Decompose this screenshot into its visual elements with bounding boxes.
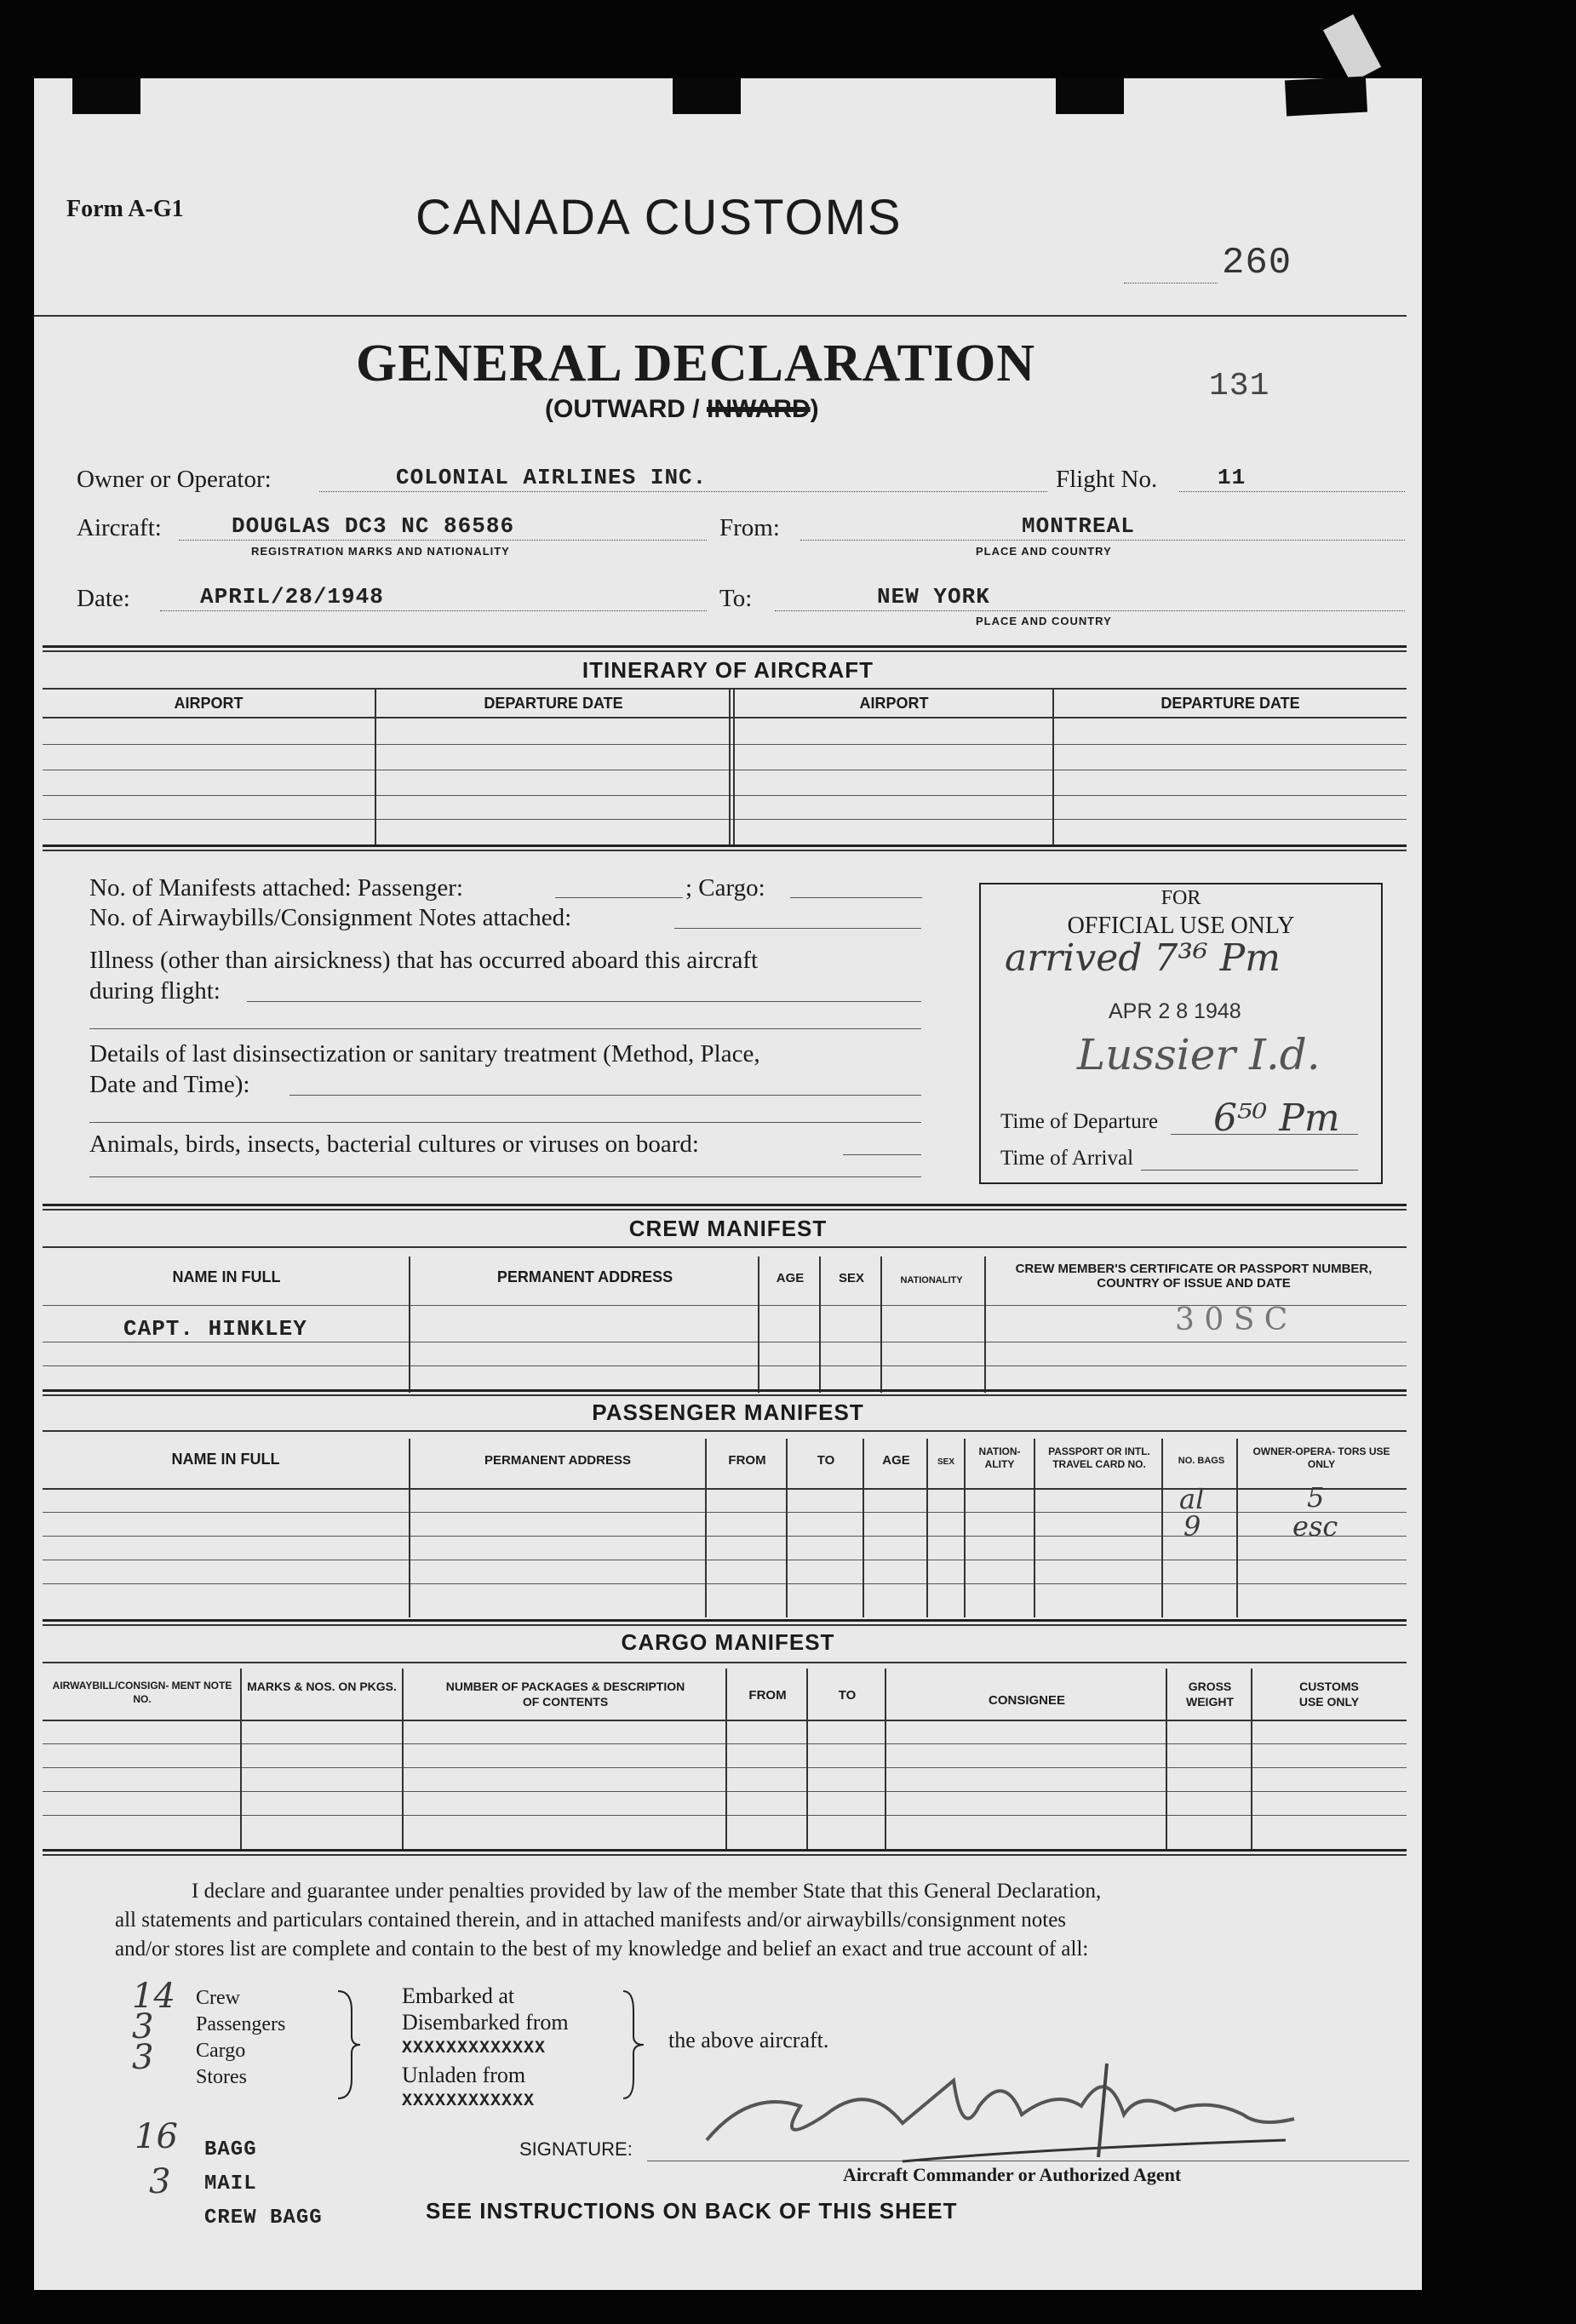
- binding-tab: [1056, 78, 1124, 114]
- rule: [43, 1246, 1407, 1248]
- official-for: FOR: [1161, 887, 1201, 909]
- from-caption: PLACE AND COUNTRY: [976, 545, 1112, 558]
- pax-bags-2: 9: [1183, 1510, 1201, 1543]
- form-subtitle: [545, 395, 819, 424]
- rule: [43, 744, 1407, 745]
- from-value: MONTREAL: [1022, 513, 1135, 539]
- disinsect-line-1: Details of last disinsectization or sanitary treatment (Method, Place,: [89, 1040, 760, 1068]
- subtitle-inward: INWARD: [706, 395, 811, 423]
- disembarked-from: Disembarked from: [402, 2010, 569, 2035]
- fill-line: [289, 1095, 921, 1096]
- rule: [43, 1720, 1407, 1721]
- crew-col-certificate: CREW MEMBER'S CERTIFICATE OR PASSPORT NUMBER, COUNTRY OF ISSUE AND DATE: [1015, 1262, 1373, 1291]
- aircraft-line: [179, 540, 707, 541]
- item-cargo: Cargo: [196, 2040, 246, 2062]
- rule: [43, 1767, 1407, 1768]
- col-divider: [725, 1669, 727, 1849]
- col-divider: [819, 1256, 821, 1393]
- col-divider: [729, 688, 731, 844]
- embark-options: [402, 1983, 569, 2115]
- rule: [43, 1430, 1407, 1432]
- col-divider: [733, 688, 735, 844]
- crew-col-nationality: NATIONALITY: [900, 1275, 963, 1285]
- subtitle-outward: (OUTWARD /: [545, 395, 707, 423]
- unladen-from: Unladen from: [402, 2063, 526, 2087]
- binding-tab: [673, 78, 741, 114]
- declaration-line-1: I declare and guarantee under penalties provided by law of the member State that this General Declaration,: [192, 1880, 1102, 1903]
- fill-line: [89, 1176, 921, 1177]
- rule: [43, 688, 1407, 690]
- col-divider: [1251, 1669, 1252, 1849]
- rule: [43, 1662, 1407, 1663]
- cargo-col-gross-weight: GROSS WEIGHT: [1186, 1680, 1234, 1709]
- owner-line: [319, 491, 1047, 492]
- item-stores: Stores: [196, 2066, 247, 2088]
- item-passengers: Passengers: [196, 2013, 286, 2035]
- above-aircraft: the above aircraft.: [668, 2028, 829, 2052]
- pax-col-passport: PASSPORT OR INTL. TRAVEL CARD NO.: [1048, 1445, 1150, 1470]
- declaration-items: [196, 1985, 285, 2091]
- page-corner: [1323, 14, 1381, 83]
- cargo-col-marks: MARKS & NOS. ON PKGS.: [247, 1680, 397, 1693]
- col-divider: [1166, 1669, 1167, 1849]
- declaration-line-3: and/or stores list are complete and contain to the best of my knowledge and belief an exact and true account of all:: [115, 1938, 1089, 1961]
- rule: [43, 1365, 1407, 1366]
- departure-value: 6⁵⁰ Pm: [1213, 1096, 1340, 1140]
- rule: [43, 1389, 1407, 1392]
- pax-col-nationality: NATION- ALITY: [978, 1445, 1021, 1470]
- col-divider: [705, 1439, 707, 1617]
- arrived-note: arrived 7³⁶ Pm: [1005, 936, 1281, 980]
- flight-line: [1179, 491, 1405, 492]
- rule: [43, 1791, 1407, 1792]
- fill-line: [843, 1154, 921, 1155]
- rule: [43, 1394, 1407, 1396]
- crew-col-age: AGE: [776, 1271, 805, 1285]
- date-value: APRIL/28/1948: [200, 584, 384, 610]
- signature-label: SIGNATURE:: [519, 2138, 633, 2160]
- instructions-note: SEE INSTRUCTIONS ON BACK OF THIS SHEET: [426, 2198, 958, 2224]
- pax-col-bags: NO. BAGS: [1178, 1456, 1225, 1466]
- illness-line-2: during flight:: [89, 977, 221, 1005]
- col-divider: [409, 1256, 410, 1393]
- cargo-col-customs-use: CUSTOMS USE ONLY: [1298, 1680, 1360, 1709]
- col-divider: [402, 1669, 404, 1849]
- cargo-col-packages: NUMBER OF PACKAGES & DESCRIPTION OF CONTENTS: [445, 1680, 685, 1709]
- pax-owner-1: 5: [1307, 1481, 1325, 1514]
- rule: [43, 795, 1407, 796]
- serial-number: 260: [1222, 242, 1292, 284]
- rule: [43, 1854, 1407, 1856]
- signature-caption: Aircraft Commander or Authorized Agent: [843, 2164, 1182, 2185]
- aircraft-caption: REGISTRATION MARKS AND NATIONALITY: [251, 545, 510, 558]
- typed-bags: BAGG: [204, 2138, 257, 2161]
- itinerary-title: ITINERARY OF AIRCRAFT: [582, 657, 874, 683]
- arrival-label: Time of Arrival: [1000, 1147, 1134, 1170]
- fill-line: [790, 897, 922, 898]
- binding-tab: [1285, 77, 1367, 117]
- crew-col-address: PERMANENT ADDRESS: [496, 1268, 673, 1285]
- count-crew: 14: [132, 1977, 175, 2016]
- rule: [43, 1512, 1407, 1513]
- rule: [43, 717, 1407, 718]
- owner-label: Owner or Operator:: [77, 466, 272, 493]
- typed-crew-bags: CREW BAGG: [204, 2207, 323, 2230]
- fill-line: [1171, 1134, 1358, 1135]
- col-divider: [1236, 1439, 1238, 1617]
- aircraft-value: DOUGLAS DC3 NC 86586: [232, 513, 515, 539]
- crew-entry-name: CAPT. HINKLEY: [123, 1316, 307, 1342]
- rule: [43, 1743, 1407, 1744]
- fill-line: [555, 897, 683, 898]
- fill-line: [247, 1001, 921, 1002]
- general-declaration-form: [34, 78, 1422, 2290]
- officer-signature: Lussier I.d.: [1077, 1030, 1321, 1079]
- rule: [43, 1815, 1407, 1816]
- col-divider: [863, 1439, 864, 1617]
- date-label: Date:: [77, 585, 130, 612]
- pax-owner-2: esc: [1292, 1510, 1338, 1543]
- rule: [43, 1209, 1407, 1211]
- col-divider: [758, 1256, 759, 1393]
- aircraft-label: Aircraft:: [77, 514, 162, 541]
- crew-col-name: NAME IN FULL: [172, 1268, 281, 1285]
- crew-title: CREW MANIFEST: [628, 1216, 828, 1241]
- handwritten-counts: [132, 1977, 175, 2077]
- header-rule: [34, 315, 1407, 317]
- pax-col-to: TO: [817, 1453, 835, 1468]
- col-divider: [964, 1439, 966, 1617]
- rule: [43, 650, 1407, 652]
- fill-line: [89, 1122, 921, 1123]
- illness-line-1: Illness (other than airsickness) that has occurred aboard this aircraft: [89, 947, 759, 974]
- owner-value: COLONIAL AIRLINES INC.: [396, 465, 708, 490]
- col-divider: [880, 1256, 882, 1393]
- rule: [43, 645, 1407, 648]
- form-title: GENERAL DECLARATION: [356, 335, 1036, 392]
- rule: [43, 1536, 1407, 1537]
- embarked-at: Embarked at: [402, 1983, 515, 2008]
- official-use-only: OFFICIAL USE ONLY: [1067, 913, 1295, 939]
- col-divider: [885, 1669, 886, 1849]
- cargo-col-from: FROM: [748, 1688, 787, 1703]
- col-divider: [984, 1256, 986, 1393]
- rule: [43, 844, 1407, 847]
- count-passengers: 3: [132, 2007, 154, 2046]
- rule: [43, 1619, 1407, 1622]
- typed-mail: MAIL: [204, 2172, 257, 2195]
- cargo-col-consignee: CONSIGNEE: [988, 1693, 1065, 1708]
- to-caption: PLACE AND COUNTRY: [976, 615, 1112, 627]
- cargo-col-to: TO: [838, 1688, 857, 1703]
- rule: [43, 1583, 1407, 1584]
- pax-col-from: FROM: [728, 1453, 766, 1468]
- typed-additions: [204, 2133, 323, 2235]
- from-label: From:: [719, 514, 780, 541]
- from-line: [800, 540, 1405, 541]
- pax-col-owner-use: OWNER-OPERA- TORS USE ONLY: [1252, 1445, 1390, 1470]
- arrival-stamp: APR 2 8 1948: [1109, 999, 1241, 1023]
- rule: [43, 819, 1407, 820]
- pax-col-name: NAME IN FULL: [171, 1451, 280, 1468]
- fill-line: [1141, 1170, 1358, 1171]
- agency-title: CANADA CUSTOMS: [415, 190, 903, 245]
- col-divider: [409, 1439, 410, 1617]
- cargo-title: CARGO MANIFEST: [621, 1629, 835, 1655]
- col-divider: [806, 1669, 808, 1849]
- col-airport: AIRPORT: [174, 695, 244, 712]
- col-airport: AIRPORT: [859, 695, 929, 712]
- count-cargo: 3: [132, 2038, 154, 2077]
- airwaybills-line: No. of Airwaybills/Consignment Notes attached:: [89, 904, 572, 931]
- rule: [43, 1849, 1407, 1852]
- date-line: [160, 610, 707, 611]
- declaration-line-2: all statements and particulars contained therein, and in attached manifests and/or airwaybills/consignment notes: [115, 1909, 1067, 1932]
- crew-col-sex: SEX: [838, 1271, 864, 1285]
- cargo-col-airwaybill: AIRWAYBILL/CONSIGN- MENT NOTE NO.: [52, 1680, 232, 1705]
- subtitle-close: ): [810, 395, 819, 423]
- col-divider: [375, 688, 376, 844]
- to-label: To:: [719, 585, 753, 612]
- rule: [43, 1204, 1407, 1206]
- col-divider: [240, 1669, 242, 1849]
- col-divider: [1034, 1439, 1035, 1617]
- cargo-label: ; Cargo:: [685, 874, 765, 902]
- col-divider: [786, 1439, 788, 1617]
- passenger-title: PASSENGER MANIFEST: [592, 1400, 864, 1425]
- disinsect-line-2: Date and Time):: [89, 1071, 250, 1098]
- form-id: Form A-G1: [66, 196, 184, 222]
- pax-col-sex: SEX: [937, 1457, 954, 1467]
- fill-line: [674, 928, 921, 929]
- rule: [43, 1624, 1407, 1626]
- page-number: 131: [1209, 368, 1270, 404]
- manifests-line: No. of Manifests attached: Passenger:: [89, 874, 463, 902]
- flight-label: Flight No.: [1056, 466, 1158, 493]
- item-crew: Crew: [196, 1987, 240, 2009]
- animals-line: Animals, birds, insects, bacterial cultures or viruses on board:: [89, 1131, 699, 1158]
- col-divider: [1052, 688, 1054, 844]
- struck-option-2: XXXXXXXXXXXX: [402, 2092, 536, 2111]
- count-crew-bags: 3: [149, 2162, 171, 2201]
- pax-bags-1: al: [1179, 1483, 1205, 1515]
- left-brace: [336, 1989, 362, 2100]
- struck-option-1: XXXXXXXXXXXXX: [402, 2039, 547, 2058]
- pax-col-age: AGE: [882, 1453, 910, 1468]
- col-divider: [1161, 1439, 1163, 1617]
- right-brace: [622, 1989, 647, 2100]
- rule: [43, 850, 1407, 851]
- pax-col-address: PERMANENT ADDRESS: [484, 1453, 631, 1468]
- to-line: [775, 610, 1405, 611]
- col-divider: [926, 1439, 928, 1617]
- to-value: NEW YORK: [877, 584, 990, 610]
- commander-signature: [698, 2055, 1311, 2166]
- count-bags: 16: [135, 2117, 178, 2156]
- col-departure-date: DEPARTURE DATE: [1161, 695, 1300, 712]
- binding-tab: [72, 78, 140, 114]
- fill-line: [89, 1028, 921, 1029]
- crew-entry-note: 3 0 S C: [1175, 1302, 1288, 1337]
- departure-label: Time of Departure: [1000, 1110, 1159, 1133]
- flight-value: 11: [1218, 465, 1246, 490]
- col-departure-date: DEPARTURE DATE: [484, 695, 623, 712]
